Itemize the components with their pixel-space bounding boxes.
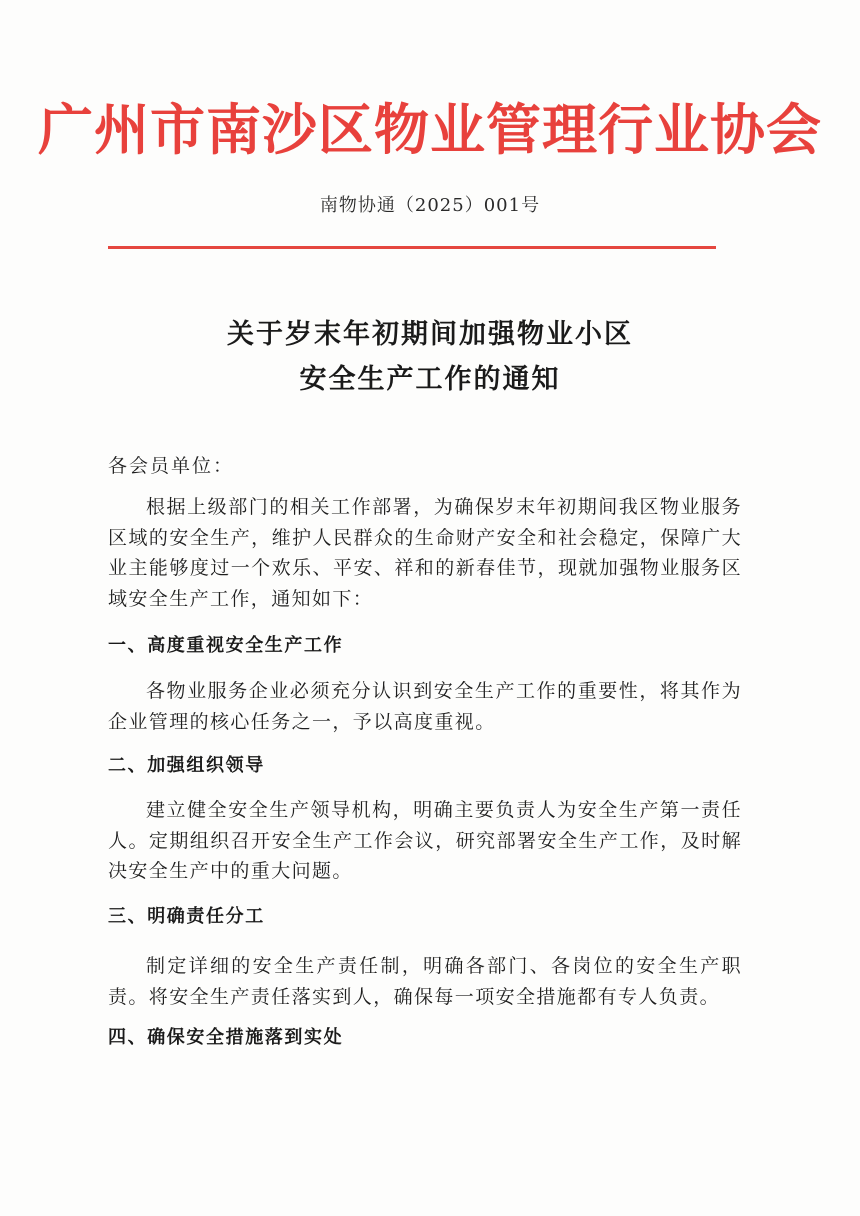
section-heading-4: 四、确保安全措施落到实处 — [108, 1027, 344, 1048]
section-paragraph-1: 各物业服务企业必须充分认识到安全生产工作的重要性，将其作为企业管理的核心任务之一，予以高度重视。 — [108, 680, 742, 733]
section-paragraph-2: 建立健全安全生产领导机构，明确主要负责人为安全生产第一责任人。定期组织召开安全生产工作会议，研究部署安全生产工作，及时解决安全生产中的重大问题。 — [108, 799, 742, 883]
document-number: 南物协通（2025）001号 — [319, 195, 541, 216]
section-heading-1: 一、高度重视安全生产工作 — [108, 635, 344, 656]
section-paragraph-3: 制定详细的安全生产责任制，明确各部门、各岗位的安全生产职责。将安全生产责任落实到人，确保每一项安全措施都有专人负责。 — [108, 955, 742, 1008]
section-heading-2: 二、加强组织领导 — [108, 755, 265, 776]
red-divider-line — [108, 246, 716, 249]
document-title-line-1: 关于岁末年初期间加强物业小区 — [227, 319, 633, 350]
document-title-line-2: 安全生产工作的通知 — [299, 364, 561, 395]
salutation: 各会员单位： — [108, 455, 235, 477]
organization-header: 广州市南沙区物业管理行业协会 — [37, 97, 822, 162]
intro-paragraph: 根据上级部门的相关工作部署，为确保岁末年初期间我区物业服务区域的安全生产，维护人民群众的生命财产安全和社会稳定，保障广大业主能够度过一个欢乐、平安、祥和的新春佳节，现就加强物业服务区域安全生产工作，通知如下： — [108, 496, 742, 610]
document-title — [0, 312, 860, 402]
section-heading-3: 三、明确责任分工 — [108, 906, 265, 927]
